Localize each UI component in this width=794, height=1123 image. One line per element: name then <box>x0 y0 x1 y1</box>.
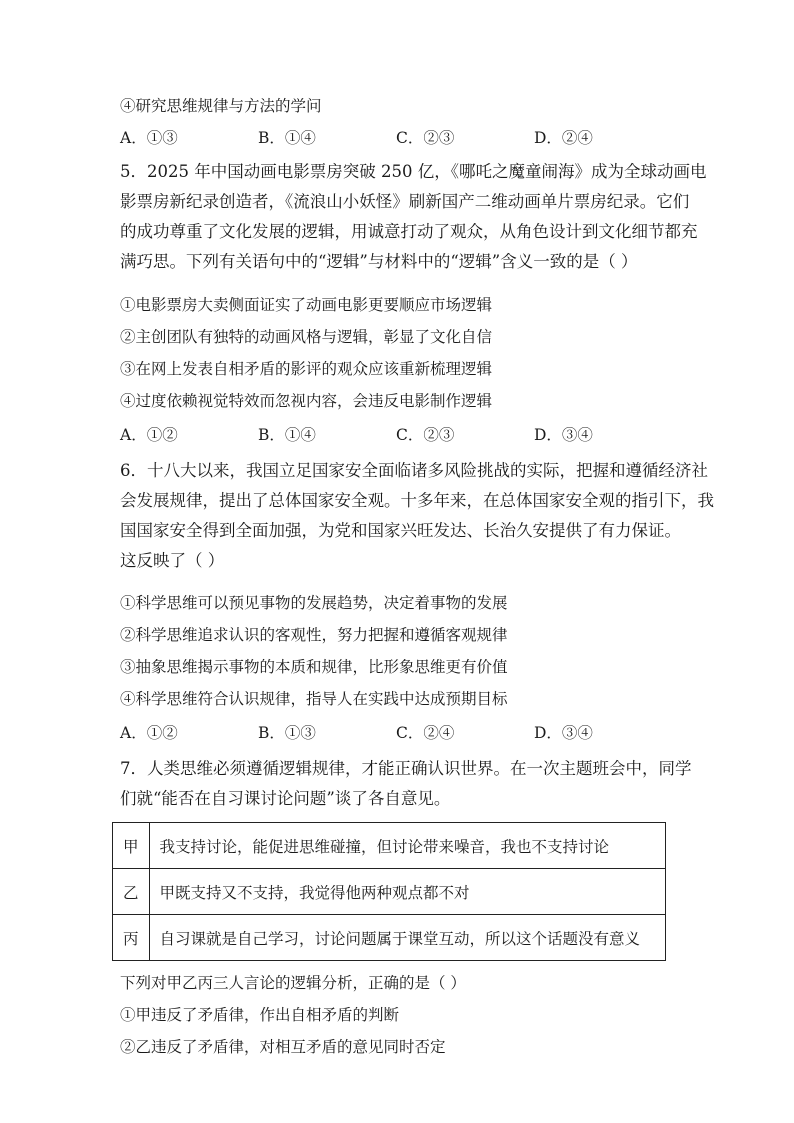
q6-stem-line: 会发展规律，提出了总体国家安全观。十多年来，在总体国家安全观的指引下，我 <box>120 491 714 510</box>
speaker-cell: 丙 <box>113 915 150 961</box>
q5-stem-line: 影票房新纪录创造者，《流浪山小妖怪》刷新国产二维动画单片票房纪录。它们 <box>120 192 690 211</box>
q6-stem-line: 这反映了（ ） <box>120 551 225 570</box>
q6-statement: ③抽象思维揭示事物的本质和规律，比形象思维更有价值 <box>120 658 508 676</box>
q5-stem-line: 5．2025 年中国动画电影票房突破 250 亿，《哪吒之魔童闹海》成为全球动画电 <box>120 162 707 181</box>
opinion-cell: 自习课就是自己学习，讨论问题属于课堂互动，所以这个话题没有意义 <box>149 915 665 961</box>
q6-option-a: A．①② <box>120 724 178 742</box>
q7-stem-line: 7．人类思维必须遵循逻辑规律，才能正确认识世界。在一次主题班会中，同学 <box>120 759 692 778</box>
q5-statement: ①电影票房大卖侧面证实了动画电影更要顺应市场逻辑 <box>120 296 493 314</box>
q5-option-a: A．①② <box>120 426 178 444</box>
q5-option-b: B．①④ <box>258 426 316 444</box>
table-row <box>113 869 666 915</box>
opinion-cell: 甲既支持又不支持，我觉得他两种观点都不对 <box>149 869 665 915</box>
q7-statement: ②乙违反了矛盾律，对相互矛盾的意见同时否定 <box>120 1038 446 1056</box>
q6-statement: ①科学思维可以预见事物的发展趋势，决定着事物的发展 <box>120 594 508 612</box>
q5-stem-line: 的成功尊重了文化发展的逻辑，用诚意打动了观众，从角色设计到文化细节都充 <box>120 222 698 241</box>
q4-option-c: C．②③ <box>396 129 455 147</box>
q5-statement: ③在网上发表自相矛盾的影评的观众应该重新梳理逻辑 <box>120 360 493 378</box>
q4-option-d: D．②④ <box>534 129 593 147</box>
q5-stem-line: 满巧思。下列有关语句中的“逻辑”与材料中的“逻辑”含义一致的是（ ） <box>120 252 638 271</box>
q6-stem-line: 国国家安全得到全面加强，为党和国家兴旺发达、长治久安提供了有力保证。 <box>120 521 681 540</box>
q4-statement-4: ④研究思维规律与方法的学问 <box>120 97 322 115</box>
q7-stem-line: 们就“能否在自习课讨论问题”谈了各自意见。 <box>120 789 451 808</box>
q6-option-b: B．①③ <box>258 724 316 742</box>
q6-option-c: C．②④ <box>396 724 455 742</box>
q7-question: 下列对甲乙丙三人言论的逻辑分析，正确的是（ ） <box>120 974 466 992</box>
q6-stem-line: 6．十八大以来，我国立足国家安全面临诸多风险挑战的实际，把握和遵循经济社 <box>120 461 708 480</box>
opinion-cell: 我支持讨论，能促进思维碰撞，但讨论带来噪音，我也不支持讨论 <box>149 823 665 869</box>
q5-option-d: D．③④ <box>534 426 593 444</box>
q6-statement: ④科学思维符合认识规律，指导人在实践中达成预期目标 <box>120 690 508 708</box>
speaker-cell: 甲 <box>113 823 150 869</box>
q7-statement: ①甲违反了矛盾律，作出自相矛盾的判断 <box>120 1006 400 1024</box>
table-row <box>113 823 666 869</box>
speaker-cell: 乙 <box>113 869 150 915</box>
q5-statement: ②主创团队有独特的动画风格与逻辑，彰显了文化自信 <box>120 328 493 346</box>
q4-option-a: A．①③ <box>120 129 178 147</box>
q5-statement: ④过度依赖视觉特效而忽视内容，会违反电影制作逻辑 <box>120 392 493 410</box>
q5-option-c: C．②③ <box>396 426 455 444</box>
q6-option-d: D．③④ <box>534 724 593 742</box>
table-row <box>113 915 666 961</box>
q4-option-b: B．①④ <box>258 129 316 147</box>
q6-statement: ②科学思维追求认识的客观性，努力把握和遵循客观规律 <box>120 626 508 644</box>
q7-opinion-table <box>112 822 666 961</box>
